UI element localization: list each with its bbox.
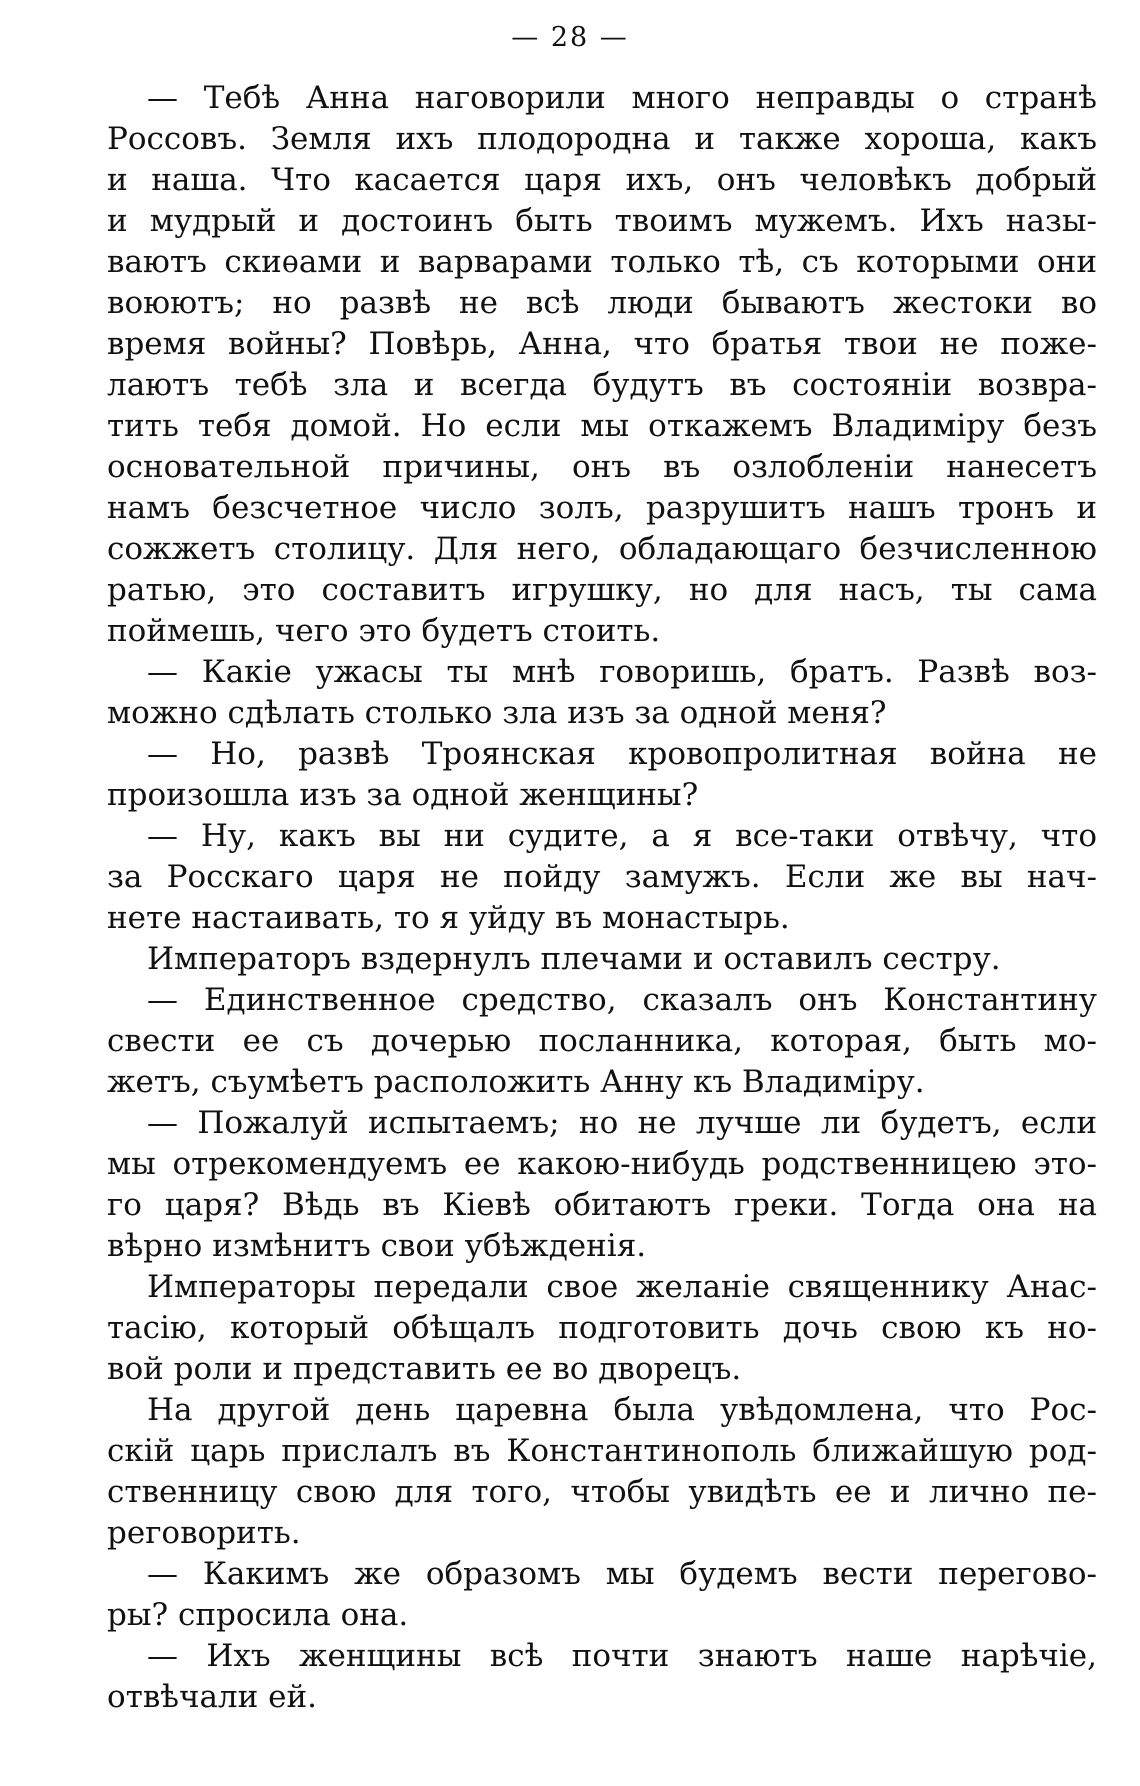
text-line: основательной причины, онъ въ озлобленіи нанесетъ — [107, 449, 1097, 485]
text-line: поймешь, чего это будетъ стоить. — [107, 613, 661, 649]
text-line: Императоры передали свое желаніе священнику Анас- — [147, 1269, 1097, 1305]
text-line: сожжетъ столицу. Для него, обладающаго безчисленною — [107, 531, 1097, 567]
text-line: свести ее съ дочерью посланника, которая, быть мо- — [107, 1023, 1097, 1059]
text-line: время войны? Повѣрь, Анна, что братья твои не поже- — [107, 326, 1097, 362]
text-line: Императоръ вздернулъ плечами и оставилъ сестру. — [147, 941, 1001, 977]
text-line: — Пожалуй испытаемъ; но не лучше ли будетъ, если — [147, 1105, 1097, 1141]
text-line: нете настаивать, то я уйду въ монастырь. — [107, 900, 790, 936]
text-line: воюютъ; но развѣ не всѣ люди бываютъ жестоки во — [107, 285, 1097, 321]
body-text — [107, 78, 1097, 1718]
text-line: — Тебѣ Анна наговорили много неправды о странѣ — [147, 80, 1097, 116]
text-line: мы отрекомендуемъ ее какою-нибудь родственницею это- — [107, 1146, 1097, 1182]
text-line: тасію, который обѣщалъ подготовить дочь свою къ но- — [107, 1310, 1097, 1346]
text-line: — Единственное средство, сказалъ онъ Константину — [147, 982, 1097, 1018]
text-line: отвѣчали ей. — [107, 1679, 318, 1715]
text-line: реговорить. — [107, 1515, 301, 1551]
text-line: — Но, развѣ Троянская кровопролитная война не — [147, 736, 1097, 772]
text-line: ваютъ скиѳами и варварами только тѣ, съ которыми они — [107, 244, 1097, 280]
text-line: лаютъ тебѣ зла и всегда будутъ въ состояніи возвра- — [107, 367, 1097, 403]
text-line: ратью, это составитъ игрушку, но для насъ, ты сама — [107, 572, 1097, 608]
text-line: го царя? Вѣдь въ Кіевѣ обитаютъ греки. Тогда она на — [107, 1187, 1097, 1223]
text-line: скій царь прислалъ въ Константинополь ближайшую род- — [107, 1433, 1097, 1469]
text-line: за Росскаго царя не пойду замужъ. Если же вы нач- — [107, 859, 1097, 895]
text-line: ры? спросила она. — [107, 1597, 409, 1633]
page-number: — 28 — — [511, 22, 629, 53]
text-line: жетъ, съумѣетъ расположить Анну къ Владиміру. — [107, 1064, 925, 1100]
text-line: На другой день царевна была увѣдомлена, что Рос- — [147, 1392, 1097, 1428]
text-line: Россовъ. Земля ихъ плодородна и также хороша, какъ — [107, 121, 1097, 157]
text-line: — Какимъ же образомъ мы будемъ вести перегово- — [147, 1556, 1097, 1592]
text-line: и наша. Что касается царя ихъ, онъ человѣкъ добрый — [107, 162, 1097, 198]
text-line: и мудрый и достоинъ быть твоимъ мужемъ. Ихъ назы- — [107, 203, 1097, 239]
text-line: — Ихъ женщины всѣ почти знаютъ наше нарѣчіе, — [147, 1638, 1097, 1674]
text-line: — Какіе ужасы ты мнѣ говоришь, братъ. Развѣ воз- — [147, 654, 1097, 690]
text-line: вой роли и представить ее во дворецъ. — [107, 1351, 742, 1387]
text-line: можно сдѣлать столько зла изъ за одной меня? — [107, 695, 887, 731]
text-line: намъ безсчетное число золъ, разрушитъ нашъ тронъ и — [107, 490, 1097, 526]
text-line: ственницу свою для того, чтобы увидѣть ее и лично пе- — [107, 1474, 1097, 1510]
text-line: — Ну, какъ вы ни судите, а я все-таки отвѣчу, что — [147, 818, 1097, 854]
text-line: произошла изъ за одной женщины? — [107, 777, 699, 813]
text-line: тить тебя домой. Но если мы откажемъ Владиміру безъ — [107, 408, 1097, 444]
text-line: вѣрно измѣнитъ свои убѣжденія. — [107, 1228, 647, 1264]
